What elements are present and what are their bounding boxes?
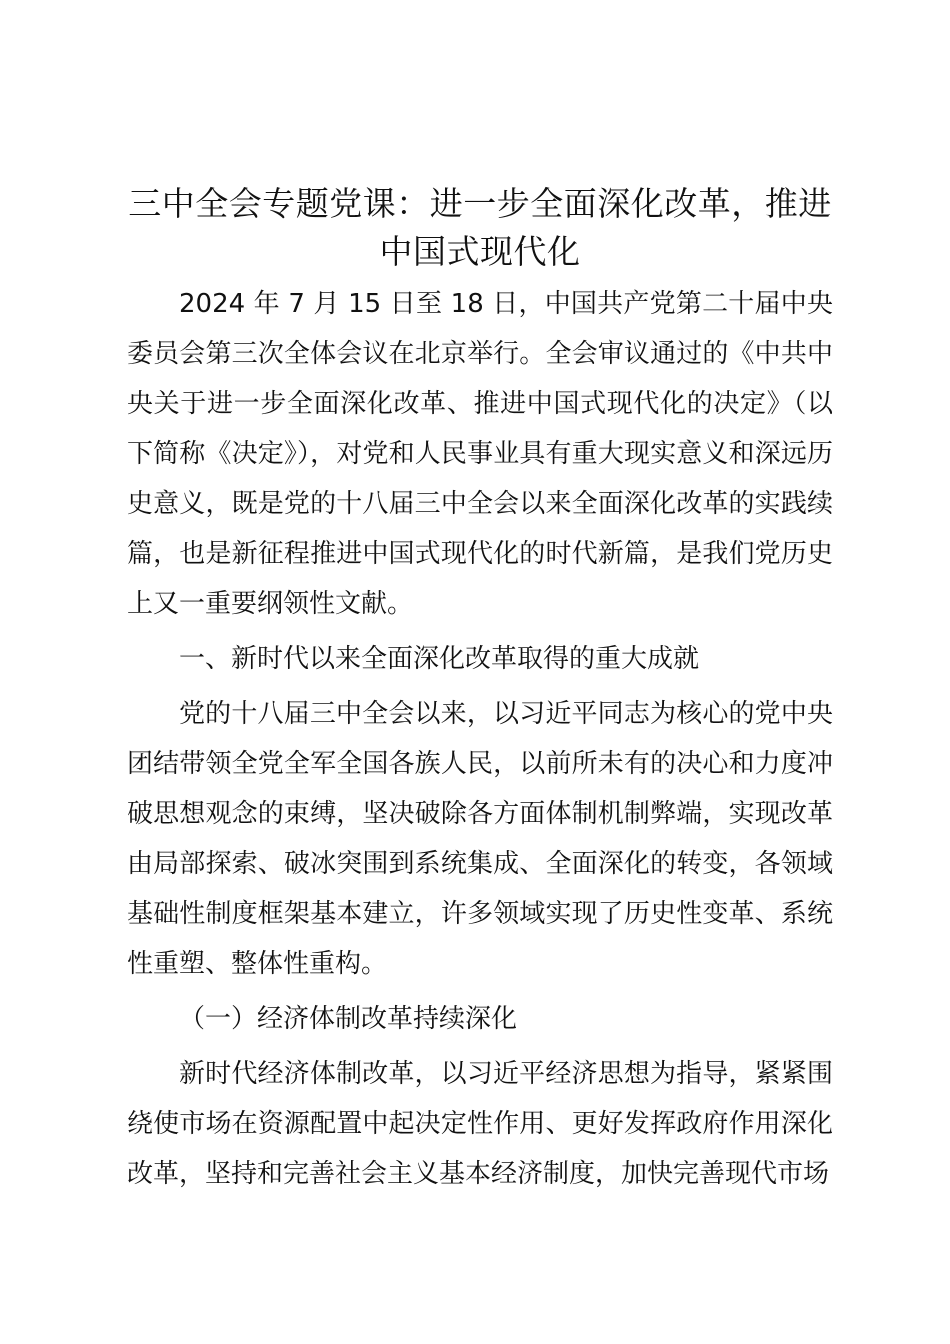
document-body [127,279,833,1199]
paragraph-achievements: 党的十八届三中全会以来，以习近平同志为核心的党中央团结带领全党全军全国各族人民，以前所未有的决心和力度冲破思想观念的束缚，坚决破除各方面体制机制弊端，实现改革由局部探索、破冰突围到系统集成、全面深化的转变，各领域基础性制度框架基本建立，许多领域实现了历史性变革、系统性重塑、整体性重构。 [127,699,833,979]
paragraph-economic-reform: 新时代经济体制改革，以习近平经济思想为指导，紧紧围绕使市场在资源配置中起决定性作用、更好发挥政府作用深化改革，坚持和完善社会主义基本经济制度，加快完善现代市场 [127,1059,833,1189]
subsection-heading-1: （一）经济体制改革持续深化 [179,1004,518,1034]
document-title: 三中全会专题党课：进一步全面深化改革，推进中国式现代化 [128,184,832,271]
paragraph-intro: 2024 年 7 月 15 日至 18 日，中国共产党第二十届中央委员会第三次全体会议在北京举行。全会审议通过的《中共中央关于进一步全面深化改革、推进中国式现代化的决定》（以下简称《决定》），对党和人民事业具有重大现实意义和深远历史意义，既是党的十八届三中全会以来全面深化改革的实践续篇，也是新征程推进中国式现代化的时代新篇，是我们党历史上又一重要纲领性文献。 [127,289,833,619]
section-heading-1: 一、新时代以来全面深化改革取得的重大成就 [179,644,700,674]
